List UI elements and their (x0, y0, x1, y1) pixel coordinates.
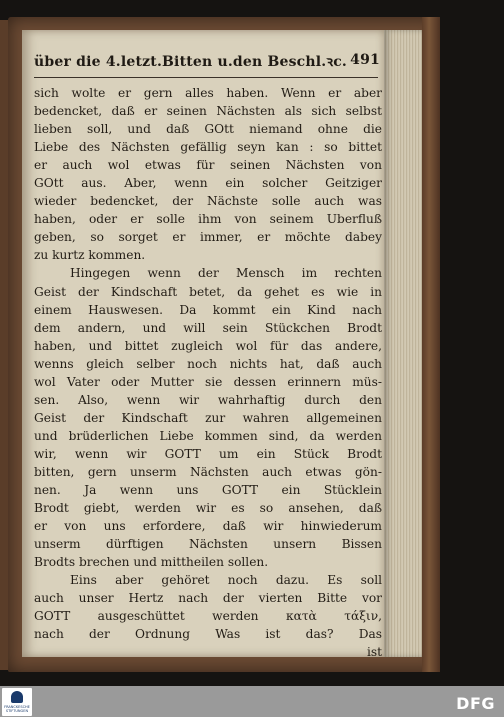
text-line: er auch wol etwas für seinen Nächsten von (34, 158, 382, 173)
catchword: ist (366, 645, 382, 660)
logo-caption: FRANCKESCHE STIFTUNGEN (4, 705, 30, 713)
logo-icon (11, 691, 23, 703)
text-line: zu kurtz kommen. (34, 248, 146, 263)
text-line: haben, oder er solle ihm von seinem Uberfluß (34, 212, 382, 227)
page-number: 491 (350, 52, 380, 68)
text-line: wenns gleich selber noch nichts hat, daß auch (34, 356, 382, 371)
text-line: Eins aber gehöret noch dazu. Es soll (70, 573, 382, 588)
text-line: Geist der Kindschaft zur wahren allgemeinen (34, 410, 382, 425)
text-line: unserm dürftigen Nächsten unsern Bissen (34, 537, 382, 552)
text-line: lieben soll, und daß GOtt niemand ohne die (34, 122, 382, 137)
text-line: Geist der Kindschaft betet, da gehet es wie in (34, 284, 382, 299)
text-line: haben, und bittet zugleich wol für das andere, (34, 338, 382, 353)
text-line: nen. Ja wenn uns GOTT ein Stücklein (34, 483, 382, 498)
header-rule (34, 77, 378, 78)
text-line: einem Hauswesen. Da kommt ein Kind nach (34, 302, 382, 317)
body-text (34, 84, 382, 662)
text-line: geben, so sorget er immer, er möchte dabey (34, 230, 382, 245)
text-line: bitten, gern unserm Nächsten auch etwas gön- (34, 464, 382, 479)
text-line: Liebe des Nächsten gefällig seyn kan : so bittet (34, 140, 382, 155)
text-line: GOtt aus. Aber, wenn ein solcher Geitziger (34, 176, 382, 191)
text-line: bedencket, daß er seinen Nächsten als sich selbst (34, 104, 382, 119)
text-line: Brodts brechen und mittheilen sollen. (34, 555, 269, 570)
text-line: und brüderlichen Liebe kommen sind, da werden (34, 428, 382, 443)
institution-logo[interactable] (2, 688, 32, 716)
text-line: wieder bedencket, der Nächste solle auch was (34, 194, 382, 209)
page-edges (384, 30, 422, 657)
text-line: sen. Also, wenn wir wahrhaftig durch den (34, 392, 382, 407)
text-line: dem andern, und will sein Stückchen Brodt (34, 320, 382, 335)
text-line: sich wolte er gern alles haben. Wenn er aber (34, 86, 382, 100)
running-title: über die 4.letzt.Bitten u.den Beschl.ꝛc. (34, 54, 348, 70)
text-line: wol Vater oder Mutter sie dessen erinnern müs- (34, 374, 382, 389)
text-line: GOTT ausgeschüttet werden κατὰ τάξιν, (34, 609, 382, 624)
text-line: nach der Ordnung Was ist das? Das (34, 627, 382, 642)
text-line: auch unser Hertz nach der vierten Bitte vor (34, 591, 382, 606)
text-line: Hingegen wenn der Mensch im rechten (70, 266, 382, 281)
viewer-footer-bar (0, 686, 504, 717)
text-line: er von uns erfordere, daß wir hinwiederum (34, 519, 382, 534)
running-header (34, 52, 382, 78)
text-line: Brodt giebt, werden wir es so ansehen, daß (34, 501, 382, 516)
text-line: wir, wenn wir GOTT um ein Stück Brodt (34, 446, 382, 461)
dfg-logo[interactable]: DFG (456, 694, 495, 713)
